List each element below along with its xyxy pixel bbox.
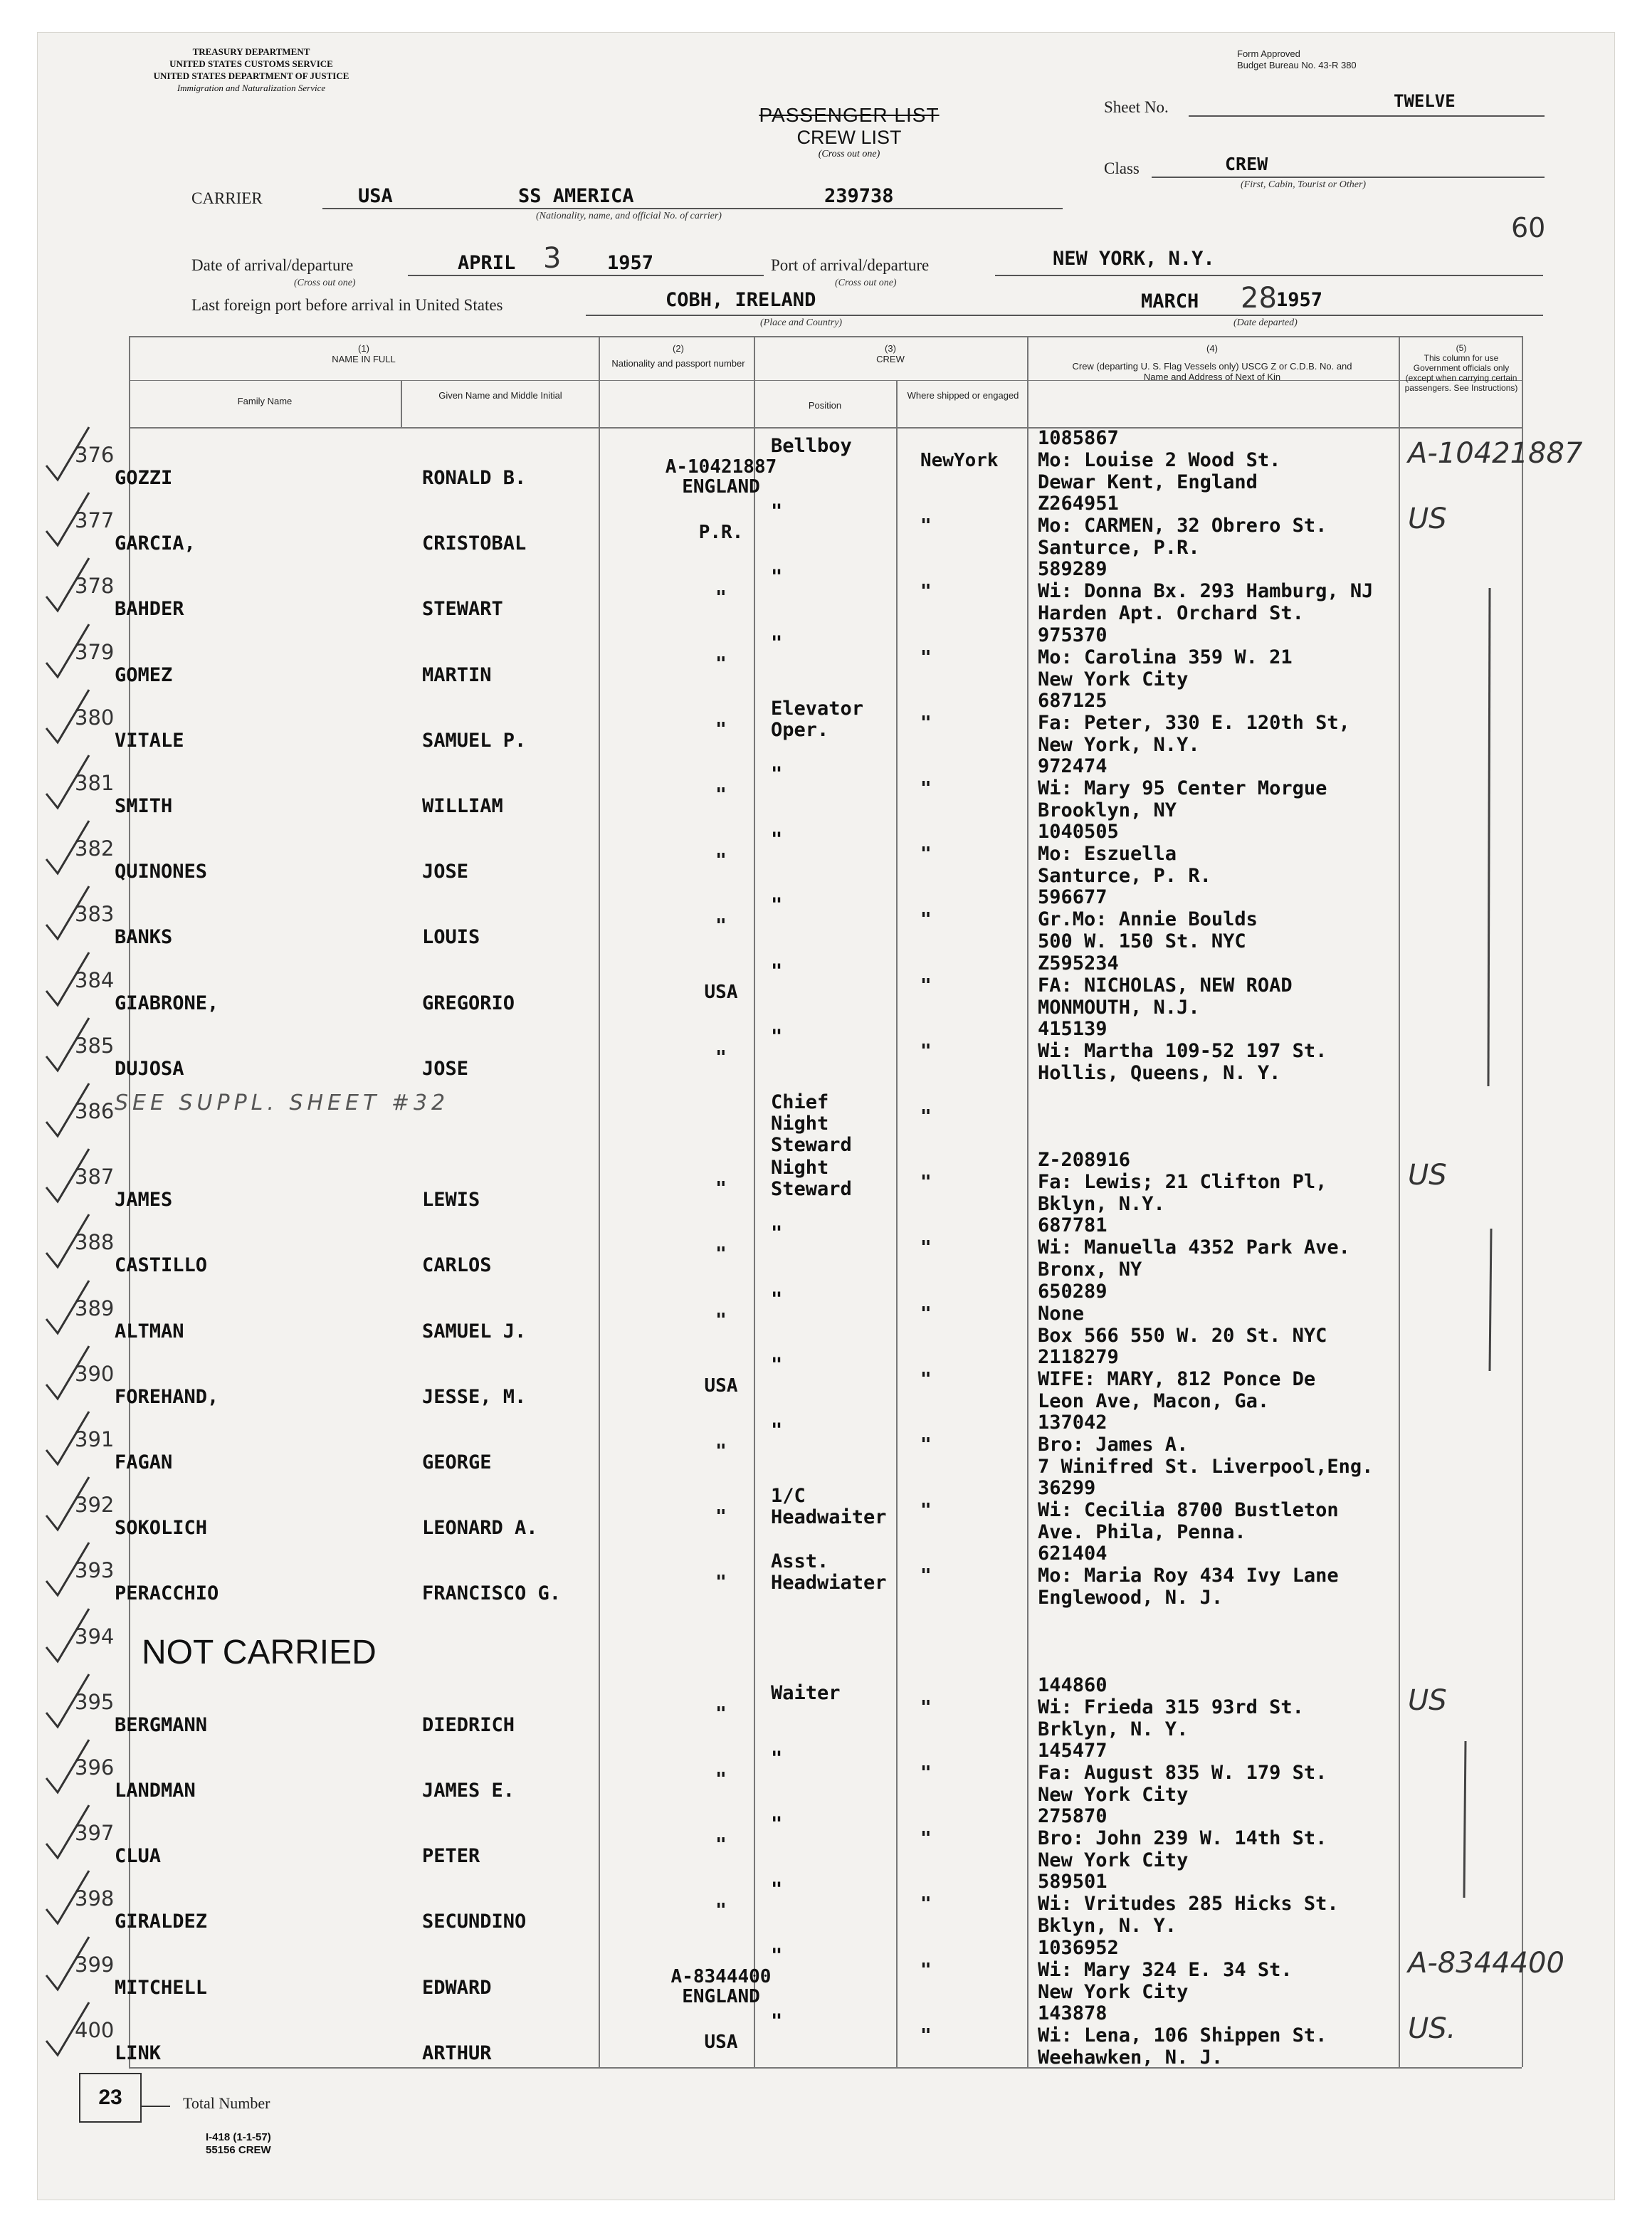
position: Chief Night Steward (771, 1091, 852, 1156)
position: 1/C Headwaiter (771, 1485, 887, 1529)
family-name: DUJOSA (115, 1057, 184, 1080)
position: Waiter (771, 1681, 841, 1704)
nationality: " (715, 915, 727, 937)
shipped-at: " (920, 712, 932, 734)
total-number-value: 23 (79, 2073, 142, 2123)
family-name: SEE SUPPL. SHEET #32 (115, 1091, 450, 1115)
col3-title: CREW (876, 354, 905, 364)
next-of-kin: 650289 None Box 566 550 W. 20 St. NYC (1038, 1280, 1327, 1347)
row-number: 394 (75, 1624, 115, 1649)
department-heading (66, 46, 436, 94)
family-name: CASTILLO (115, 1254, 208, 1277)
official-note: US. (1408, 2012, 1456, 2045)
row-number: 382 (75, 836, 115, 861)
total-number-label: Total Number (183, 2094, 270, 2112)
class-underline (1152, 177, 1545, 178)
position: Asst. Headwiater (771, 1550, 887, 1594)
table-row (38, 1545, 1616, 1611)
next-of-kin: 975370 Mo: Carolina 359 W. 21 New York City (1038, 624, 1293, 690)
shipped-at: " (920, 1762, 932, 1784)
next-of-kin: 621404 Mo: Maria Roy 434 Ivy Lane Englewood, N. J. (1038, 1543, 1339, 1609)
position: " (771, 500, 783, 523)
given-name: RONALD B. (422, 467, 527, 489)
departed-month: MARCH (1141, 290, 1199, 312)
next-of-kin: 1040505 Mo: Eszuella Santurce, P. R. (1038, 821, 1211, 888)
last-port-label: Last foreign port before arrival in United States (191, 296, 503, 314)
table-row (38, 1477, 1616, 1545)
family-name: ALTMAN (115, 1320, 184, 1343)
sheet-underline (1189, 115, 1545, 117)
row-number: 389 (75, 1296, 115, 1320)
col1-number: (1) (358, 343, 369, 354)
table-row (38, 1214, 1616, 1283)
shipped-at: " (920, 1828, 932, 1850)
form-number (206, 2131, 271, 2157)
next-of-kin: 275870 Bro: John 239 W. 14th St. New York City (1038, 1805, 1327, 1872)
given-name: DIEDRICH (422, 1713, 515, 1736)
row-number: 384 (75, 967, 115, 992)
shipped-at: " (920, 1106, 932, 1128)
nationality: " (715, 1244, 727, 1266)
row-number: 400 (75, 2017, 115, 2042)
last-port-underline (586, 315, 1543, 316)
arrival-year: 1957 (607, 252, 654, 274)
nationality: " (715, 1703, 727, 1725)
port-note: (Cross out one) (835, 278, 897, 288)
nationality: " (715, 587, 727, 609)
family-name: LINK (115, 2042, 162, 2064)
form-approved-label: Form Approved (1237, 48, 1300, 59)
form-code: 55156 CREW (206, 2144, 271, 2156)
departed-note: (Date departed) (1233, 317, 1298, 328)
shipped-at: " (920, 1303, 932, 1325)
arrival-day: 3 (543, 242, 562, 275)
class-value: CREW (1225, 154, 1268, 174)
shipped-at: " (920, 1368, 932, 1390)
given-name: STEWART (422, 598, 503, 621)
official-note: US (1408, 1683, 1447, 1717)
col4-number: (4) (1206, 343, 1218, 354)
table-row (38, 1345, 1616, 1414)
table-row (38, 1674, 1616, 1743)
family-name: BAHDER (115, 598, 184, 621)
port-value: NEW YORK, N.Y. (1053, 248, 1215, 270)
dept-line-justice: UNITED STATES DEPARTMENT OF JUSTICE (153, 70, 349, 81)
handwritten-page-number: 60 (1511, 212, 1546, 243)
next-of-kin: 137042 Bro: James A. 7 Winifred St. Liverpool,Eng. (1038, 1412, 1374, 1478)
position: " (771, 1288, 783, 1310)
next-of-kin: Z-208916 Fa: Lewis; 21 Clifton Pl, Bklyn, N.Y. (1038, 1149, 1327, 1216)
shipped-at: " (920, 1040, 932, 1062)
family-name: BERGMANN (115, 1713, 208, 1736)
position: " (771, 1025, 783, 1048)
col1-header (129, 343, 599, 364)
family-name: BANKS (115, 926, 173, 949)
official-note: A-8344400 (1408, 1946, 1564, 1980)
row-number: 391 (75, 1427, 115, 1451)
family-name: VITALE (115, 729, 184, 752)
given-name: JOSE (422, 861, 469, 883)
given-name: SAMUEL J. (422, 1320, 527, 1343)
last-port-value: COBH, IRELAND (665, 289, 816, 311)
carrier-name: SS AMERICA (518, 185, 634, 207)
dept-line-ins: Immigration and Naturalization Service (177, 83, 326, 93)
row-number: 387 (75, 1165, 115, 1189)
shipped-at: " (920, 1172, 932, 1194)
table-row (38, 1805, 1616, 1874)
shipped-at: " (920, 1237, 932, 1259)
family-name: GOMEZ (115, 663, 173, 686)
nationality: " (715, 1506, 727, 1528)
position-header: Position (808, 400, 842, 411)
table-row (38, 821, 1616, 889)
arrival-month: APRIL (458, 252, 516, 274)
position: " (771, 2009, 783, 2032)
table-row (38, 755, 1616, 824)
given-name: JOSE (422, 1057, 469, 1080)
table-row (38, 427, 1616, 498)
position: Bellboy (771, 435, 852, 457)
shipped-at: " (920, 1959, 932, 1981)
next-of-kin: 1085867 Mo: Louise 2 Wood St. Dewar Kent, England (1038, 427, 1281, 493)
next-of-kin: 144860 Wi: Frieda 315 93rd St. Brklyn, N. Y. (1038, 1674, 1304, 1740)
col4-header (1034, 343, 1390, 382)
given-name: LEWIS (422, 1189, 480, 1212)
row-number: 380 (75, 705, 115, 730)
col5-header (1403, 343, 1520, 393)
shipped-at: NewYork (920, 450, 999, 471)
row-number: 399 (75, 1952, 115, 1977)
sheet-value: TWELVE (1394, 91, 1456, 111)
given-name: PETER (422, 1845, 480, 1868)
shipped-at: " (920, 778, 932, 799)
nationality: " (715, 1834, 727, 1856)
position: " (771, 894, 783, 917)
table-top-rule (129, 336, 1522, 337)
given-name: GREGORIO (422, 992, 515, 1014)
shipped-at: " (920, 515, 932, 537)
family-name: GARCIA, (115, 532, 196, 555)
carrier-label: CARRIER (191, 189, 263, 207)
given-name: LEONARD A. (422, 1517, 538, 1540)
nationality: " (715, 784, 727, 806)
table-row (38, 558, 1616, 626)
nationality: " (715, 1178, 727, 1200)
carrier-nationality: USA (358, 185, 393, 207)
sheet-label: Sheet No. (1104, 98, 1169, 116)
crew-list-form (37, 32, 1615, 2200)
form-title (735, 104, 963, 160)
given-name: EDWARD (422, 1976, 492, 1999)
govt-use-header: This column for use Government officials only (except when carrying certain passengers. See Instructions) (1404, 353, 1518, 393)
budget-number: Budget Bureau No. 43-R 380 (1237, 60, 1357, 70)
nationality: A-8344400 ENGLAND (670, 1965, 772, 2007)
row-number: 388 (75, 1230, 115, 1255)
next-of-kin: 143878 Wi: Lena, 106 Shippen St. Weehawken, N. J. (1038, 2002, 1327, 2069)
shipped-at: " (920, 909, 932, 931)
col-family-given-rule (401, 380, 402, 427)
table-row (38, 1149, 1616, 1217)
table-row (38, 1871, 1616, 1939)
row-number: 379 (75, 639, 115, 664)
family-name: LANDMAN (115, 1780, 196, 1802)
shipped-at: " (920, 2024, 932, 2047)
shipped-at: " (920, 974, 932, 997)
class-note: (First, Cabin, Tourist or Other) (1241, 179, 1367, 190)
nationality: " (715, 850, 727, 872)
total-underline (142, 2106, 170, 2107)
table-row (38, 624, 1616, 693)
departed-day: 28 (1241, 282, 1277, 315)
family-name: FAGAN (115, 1451, 173, 1473)
carrier-underline (322, 208, 1063, 209)
position: " (771, 1944, 783, 1967)
shipped-at: " (920, 1893, 932, 1916)
row-number: 376 (75, 443, 115, 467)
row-number: 395 (75, 1689, 115, 1714)
position: " (771, 1353, 783, 1376)
position: " (771, 1419, 783, 1441)
next-of-kin: 145477 Fa: August 835 W. 179 St. New York City (1038, 1740, 1327, 1806)
nationality: " (715, 1441, 727, 1462)
family-name: JAMES (115, 1189, 173, 1212)
carrier-note: (Nationality, name, and official No. of carrier) (536, 211, 722, 221)
position: " (771, 960, 783, 982)
table-row (38, 1017, 1616, 1086)
given-name: FRANCISCO G. (422, 1582, 562, 1605)
family-name: PERACCHIO (115, 1582, 219, 1605)
nationality: " (715, 718, 727, 740)
table-row (38, 1936, 1616, 2007)
shipped-at: " (920, 1696, 932, 1718)
carrier-number: 239738 (824, 185, 894, 207)
given-name: SECUNDINO (422, 1911, 527, 1933)
row-number: 390 (75, 1361, 115, 1386)
family-name: GIABRONE, (115, 992, 219, 1014)
shipped-header: Where shipped or engaged (907, 390, 1019, 401)
official-note: US (1408, 503, 1447, 536)
table-row (38, 1612, 1616, 1677)
table-row (38, 689, 1616, 758)
given-name: WILLIAM (422, 795, 503, 817)
shipped-at: " (920, 844, 932, 866)
nationality: " (715, 1900, 727, 1922)
family-name: SOKOLICH (115, 1517, 208, 1540)
given-name: JAMES E. (422, 1780, 515, 1802)
shipped-at: " (920, 1434, 932, 1456)
header-bottom-rule (129, 427, 1522, 429)
last-port-note: (Place and Country) (760, 317, 843, 328)
row-number: 385 (75, 1033, 115, 1058)
dept-line-customs: UNITED STATES CUSTOMS SERVICE (169, 58, 333, 69)
nationality: USA (704, 1375, 738, 1397)
shipped-at: " (920, 1565, 932, 1587)
row-number: 393 (75, 1558, 115, 1583)
struck-text: PASSENGER LIST (759, 104, 940, 126)
given-name: MARTIN (422, 663, 492, 686)
next-of-kin: 589289 Wi: Donna Bx. 293 Hamburg, NJ Harden Apt. Orchard St. (1038, 558, 1374, 625)
given-name: SAMUEL P. (422, 729, 527, 752)
next-of-kin: 972474 Wi: Mary 95 Center Morgue Brooklyn, NY (1038, 755, 1327, 821)
row-number: 377 (75, 508, 115, 533)
nationality: " (715, 1572, 727, 1594)
next-of-kin: 687125 Fa: Peter, 330 E. 120th St, New York, N.Y. (1038, 689, 1350, 756)
arrival-label: Date of arrival/departure (191, 256, 354, 274)
table-row (38, 495, 1616, 561)
nationality-header: Nationality and passport number (611, 358, 745, 369)
given-name: CRISTOBAL (422, 532, 527, 555)
table-row (38, 886, 1616, 955)
shipped-at: " (920, 1500, 932, 1522)
nationality: P.R. (698, 522, 744, 544)
table-row (38, 1086, 1616, 1156)
family-name: GOZZI (115, 467, 173, 489)
nationality: USA (704, 981, 738, 1003)
family-name: QUINONES (115, 861, 208, 883)
port-underline (995, 275, 1543, 276)
position: " (771, 631, 783, 654)
position: " (771, 829, 783, 851)
position: " (771, 1813, 783, 1836)
arrival-underline (408, 275, 764, 276)
family-name: FOREHAND, (115, 1385, 219, 1408)
next-of-kin: 2118279 WIFE: MARY, 812 Ponce De Leon Ave, Macon, Ga. (1038, 1345, 1316, 1412)
nationality: " (715, 653, 727, 675)
given-name: GEORGE (422, 1451, 492, 1473)
position: " (771, 566, 783, 589)
position: " (771, 1879, 783, 1901)
class-label: Class (1104, 159, 1140, 177)
row-number: 378 (75, 574, 115, 599)
col3-number: (3) (885, 343, 896, 354)
title-passenger-list-struck (735, 104, 963, 127)
family-name-header: Family Name (237, 396, 293, 406)
row-number: 386 (75, 1099, 115, 1123)
next-of-kin: 687781 Wi: Manuella 4352 Park Ave. Bronx, NY (1038, 1214, 1350, 1281)
family-name: NOT CARRIED (142, 1633, 377, 1671)
nationality: A-10421887 ENGLAND (665, 456, 777, 498)
next-of-kin: 415139 Wi: Martha 109-52 197 St. Hollis, Queens, N. Y. (1038, 1017, 1327, 1084)
table-row (38, 952, 1616, 1021)
row-number: 398 (75, 1886, 115, 1911)
title-note: (Cross out one) (818, 149, 880, 159)
official-note: US (1408, 1159, 1447, 1192)
next-of-kin: 589501 Wi: Vritudes 285 Hicks St. Bklyn, N. Y. (1038, 1871, 1339, 1938)
given-name-header: Given Name and Middle Initial (438, 390, 562, 401)
position: Elevator Oper. (771, 697, 864, 741)
given-name: JESSE, M. (422, 1385, 527, 1408)
nationality: " (715, 1309, 727, 1331)
official-note: A-10421887 (1408, 437, 1583, 470)
col3-header (754, 343, 1027, 364)
shipped-at: " (920, 646, 932, 668)
row-number: 392 (75, 1493, 115, 1518)
table-row (38, 1414, 1616, 1480)
next-of-kin: 1036952 Wi: Mary 324 E. 34 St. New York City (1038, 1936, 1293, 2003)
next-of-kin: Z264951 Mo: CARMEN, 32 Obrero St. Santurce, P.R. (1038, 493, 1327, 559)
form-id: I-418 (1-1-57) (206, 2131, 271, 2143)
nationality: " (715, 1046, 727, 1068)
table-row (38, 1740, 1616, 1808)
arrival-note: (Cross out one) (294, 278, 356, 288)
table-row (38, 1280, 1616, 1349)
col2-header (607, 343, 749, 369)
next-of-kin: 36299 Wi: Cecilia 8700 Bustleton Ave. Phila, Penna. (1038, 1477, 1339, 1544)
given-name: ARTHUR (422, 2042, 492, 2064)
next-of-kin: 596677 Gr.Mo: Annie Boulds 500 W. 150 St. NYC (1038, 886, 1258, 953)
nationality: USA (704, 2031, 738, 2053)
table-row (38, 2002, 1616, 2071)
row-number: 383 (75, 902, 115, 927)
row-number: 397 (75, 1821, 115, 1846)
title-crew-list: CREW LIST (796, 127, 902, 148)
row-number: 396 (75, 1755, 115, 1780)
departed-year: 1957 (1276, 289, 1323, 311)
given-name: LOUIS (422, 926, 480, 949)
form-approved (1237, 48, 1357, 71)
position: Night Steward (771, 1157, 852, 1201)
family-name: MITCHELL (115, 1976, 208, 1999)
col2-number: (2) (673, 343, 684, 354)
position: " (771, 763, 783, 785)
row-number: 381 (75, 771, 115, 795)
col1-title: NAME IN FULL (332, 354, 396, 364)
family-name: CLUA (115, 1845, 162, 1868)
dept-line-treasury: TREASURY DEPARTMENT (192, 46, 310, 57)
family-name: SMITH (115, 795, 173, 817)
next-of-kin: Z595234 FA: NICHOLAS, NEW ROAD MONMOUTH, N.J. (1038, 952, 1293, 1019)
shipped-at: " (920, 581, 932, 603)
crew-desc-header: Crew (departing U. S. Flag Vessels only) USCG Z or C.D.B. No. and Name and Address of Next of Kin (1072, 361, 1352, 382)
position: " (771, 1748, 783, 1770)
given-name: CARLOS (422, 1254, 492, 1277)
col5-number: (5) (1456, 343, 1467, 353)
nationality: " (715, 1769, 727, 1790)
position: " (771, 1222, 783, 1245)
port-label: Port of arrival/departure (771, 256, 930, 274)
family-name: GIRALDEZ (115, 1911, 208, 1933)
